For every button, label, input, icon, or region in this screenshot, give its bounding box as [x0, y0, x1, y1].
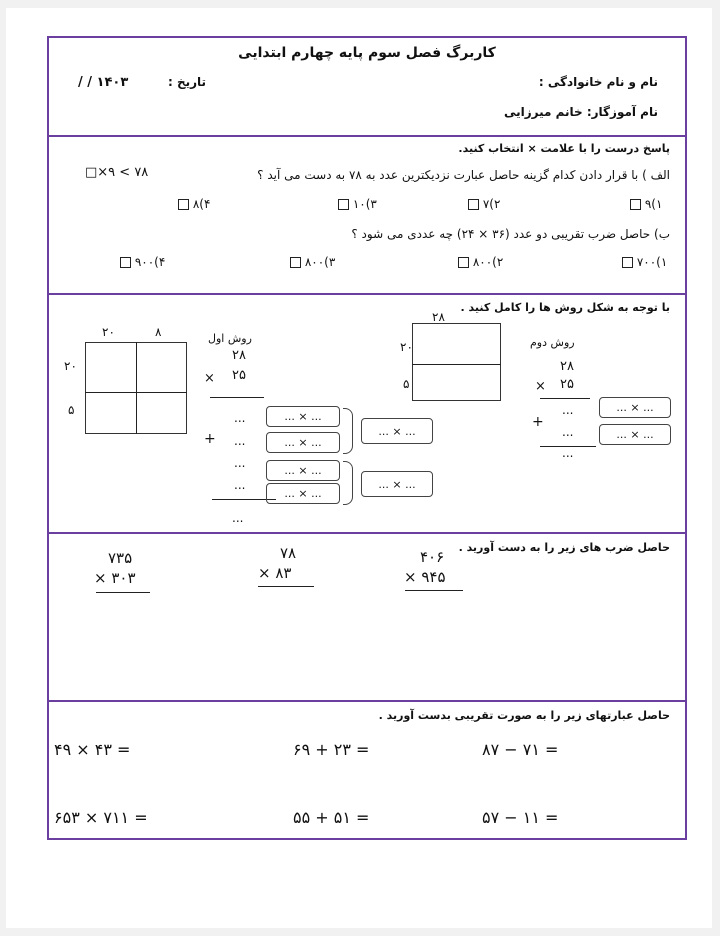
- option-b4[interactable]: [120, 256, 165, 268]
- grid-line: [85, 392, 187, 393]
- grid-top-label: ۸: [155, 325, 162, 339]
- times-sign: ×: [535, 379, 546, 394]
- divider: [47, 293, 687, 295]
- divider: [47, 135, 687, 137]
- rect-top-label: ۲۸: [432, 310, 445, 324]
- method1-bottom-number: ۲۵: [232, 368, 246, 383]
- date-label: تاریخ :: [168, 75, 207, 89]
- section2-instruction: با توجه به شکل روش ها را کامل کنید .: [460, 301, 670, 314]
- problem-bottom-number: × ۹۴۵: [404, 568, 446, 586]
- plus-sign: +: [532, 414, 544, 430]
- option-b3[interactable]: [290, 256, 335, 268]
- option-a1[interactable]: [630, 198, 662, 210]
- blank-dots: ...: [232, 511, 244, 525]
- brace: [343, 461, 353, 505]
- date-value: / / ۱۴۰۳: [78, 75, 129, 90]
- section4-instruction: حاصل عبارتهای زیر را به صورت تقریبی بدست آورید .: [378, 709, 670, 722]
- checkbox[interactable]: [290, 257, 301, 268]
- rect-side-label: ۲۰: [400, 340, 413, 354]
- estimate-expression: ۶۹ + ۲۳ =: [293, 740, 370, 759]
- blank-dots: ...: [562, 446, 574, 460]
- section1-instruction: پاسخ درست را با علامت × انتخاب کنید.: [458, 142, 670, 155]
- question-a: الف ) با قرار دادن کدام گزینه حاصل عبارت نزدیکترین عدد به ۷۸ به دست می آید ؟: [257, 168, 670, 182]
- checkbox[interactable]: [622, 257, 633, 268]
- problem-bottom-number: × ۳۰۳: [94, 569, 136, 587]
- grid-line: [136, 342, 137, 434]
- teacher-label: نام آموزگار: خانم میرزایی: [503, 105, 658, 119]
- estimate-expression: ۴۹ × ۴۳ =: [54, 740, 131, 759]
- checkbox[interactable]: [120, 257, 131, 268]
- blank-dots: ...: [562, 425, 574, 439]
- times-sign: ×: [204, 371, 215, 386]
- underline: [540, 398, 590, 399]
- problem-top-number: ۷۳۵: [108, 549, 133, 567]
- method2-top-number: ۲۸: [560, 359, 574, 374]
- underline: [210, 397, 264, 398]
- estimate-expression: ۸۷ − ۷۱ =: [482, 740, 559, 759]
- answer-box[interactable]: ... × ...: [266, 432, 340, 453]
- brace: [343, 408, 353, 454]
- answer-line: [96, 592, 150, 593]
- option-label: ۹۰۰(۴: [134, 255, 166, 269]
- rect-side-label: ۵: [403, 377, 410, 391]
- answer-box[interactable]: ... × ...: [266, 460, 340, 481]
- checkbox[interactable]: [630, 199, 641, 210]
- method2-bottom-number: ۲۵: [560, 377, 574, 392]
- divider: [47, 700, 687, 702]
- option-label: ۷۰۰(۱: [636, 255, 668, 269]
- option-b2[interactable]: [458, 256, 503, 268]
- answer-box[interactable]: ... × ...: [599, 397, 671, 418]
- rect-divider: [412, 364, 501, 365]
- checkbox[interactable]: [178, 199, 189, 210]
- answer-line: [405, 590, 463, 591]
- plus-sign: +: [204, 431, 216, 447]
- option-a3[interactable]: [338, 198, 377, 210]
- problem-top-number: ۴۰۶: [420, 548, 445, 566]
- option-label: ۸۰۰(۳: [304, 255, 336, 269]
- rectangle-model: [412, 323, 501, 401]
- option-a4[interactable]: [178, 198, 210, 210]
- option-label: ۷(۲: [482, 197, 501, 211]
- option-label: ۸۰۰(۲: [472, 255, 504, 269]
- option-b1[interactable]: [622, 256, 667, 268]
- blank-dots: ...: [234, 434, 246, 448]
- grid-top-label: ۲۰: [102, 325, 115, 339]
- checkbox[interactable]: [338, 199, 349, 210]
- section3-instruction: حاصل ضرب های زیر را به دست آورید .: [458, 541, 670, 554]
- estimate-expression: ۵۵ + ۵۱ =: [293, 808, 370, 827]
- blank-dots: ...: [234, 478, 246, 492]
- method1-top-number: ۲۸: [232, 348, 246, 363]
- checkbox[interactable]: [458, 257, 469, 268]
- question-a-expression: □×۹ < ۷۸: [85, 165, 149, 180]
- problem-top-number: ۷۸: [280, 544, 297, 562]
- estimate-expression: ۵۷ − ۱۱ =: [482, 808, 559, 827]
- answer-box[interactable]: ... × ...: [599, 424, 671, 445]
- option-a2[interactable]: [468, 198, 500, 210]
- estimate-expression: ۶۵۳ × ۷۱۱ =: [54, 808, 148, 827]
- blank-dots: ...: [562, 403, 574, 417]
- blank-dots: ...: [234, 456, 246, 470]
- page-title: کاربرگ فصل سوم پایه چهارم ابتدایی: [238, 45, 496, 61]
- question-b: ب) حاصل ضرب تقریبی دو عدد (۳۶ × ۲۴) چه عددی می شود ؟: [351, 227, 670, 241]
- option-label: ۹(۱: [644, 197, 663, 211]
- checkbox[interactable]: [468, 199, 479, 210]
- option-label: ۸(۴: [192, 197, 211, 211]
- blank-dots: ...: [234, 411, 246, 425]
- answer-line: [258, 586, 314, 587]
- divider: [47, 532, 687, 534]
- option-label: ۱۰(۳: [352, 197, 377, 211]
- method2-label: روش دوم: [530, 336, 575, 349]
- name-label: نام و نام خانوادگی :: [538, 75, 658, 89]
- method1-label: روش اول: [208, 332, 252, 345]
- grid-side-label: ۲۰: [64, 359, 77, 373]
- grid-side-label: ۵: [68, 403, 75, 417]
- problem-bottom-number: × ۸۳: [258, 564, 292, 582]
- answer-box[interactable]: ... × ...: [266, 406, 340, 427]
- answer-box[interactable]: ... × ...: [266, 483, 340, 504]
- answer-box[interactable]: ... × ...: [361, 471, 433, 497]
- answer-box[interactable]: ... × ...: [361, 418, 433, 444]
